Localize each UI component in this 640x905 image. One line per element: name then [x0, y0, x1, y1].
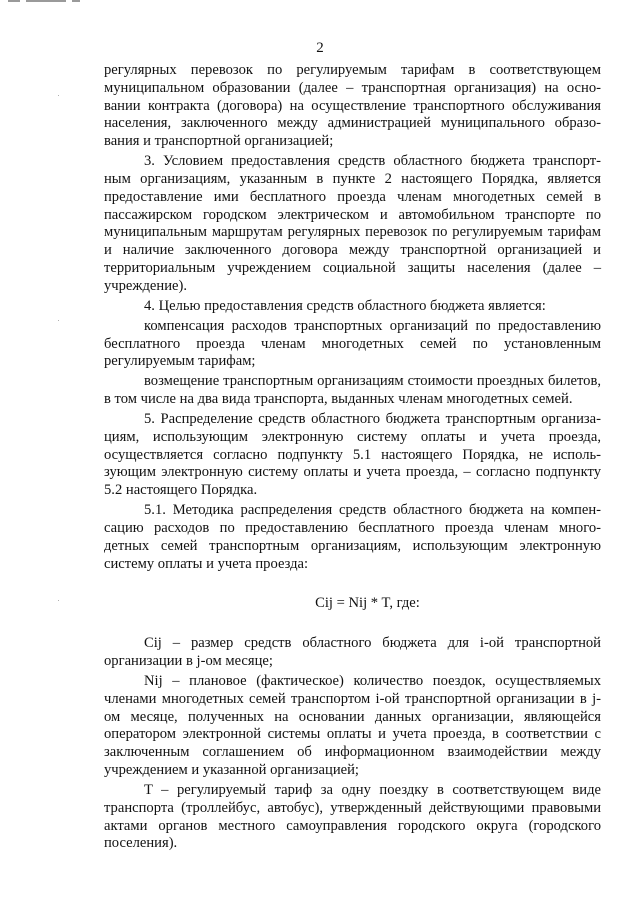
scan-speck — [58, 95, 59, 96]
definition-nij: Nij – плановое (фактическое) количество поездок, осуществляемых членами многодетных семей транспортом i-ой транспортной организации в j-ом месяце, полученных на основании данных организации, являющейся оператором электронной системы оплаты и учета проезда, в соответствии с заключенным соглашением об информационном взаимодействии между учреждением и указанной организацией; — [104, 673, 601, 778]
paragraph-4: 4. Целью предоставления средств областного бюджета является: — [144, 297, 546, 314]
page-number: 2 — [316, 40, 324, 56]
paragraph-4-item-reimbursement: возмещение транспортным организациям стоимости проездных билетов, в том числе на два вида транспорта, выданных членам многодетных семей. — [104, 373, 601, 408]
paragraph-continuation: регулярных перевозок по регулируемым тарифам в соответствующем муниципальном образовании (далее – транспортная организация) на осно- вании контракта (договора) на осуществление транспортного обслуживания населения, заключенного между администрацией муниципального образо- вания и транспортной организацией; — [104, 62, 601, 150]
paragraph-5-1: 5.1. Методика распределения средств областного бюджета на компен- сацию расходов по предоставлению бесплатного проезда членам много- детных семей транспортным организациям, использующим электронную систему оплаты и учета проезда: — [104, 502, 601, 572]
paragraph-3: 3. Условием предоставления средств областного бюджета транспорт- ным организациям, указанным в пункте 2 настоящего Порядка, является предоставление ими бесплатного проезда членам многодетных семей в пассажирском городском электрическом и автомобильном транспорте по муниципальным маршрутам регулярных перевозок по регулируемым тарифам и наличие заключенного договора между транспортной организацией и территориальным учреждением социальной защиты населения (далее – учреждение). — [104, 153, 601, 294]
scan-speck — [58, 320, 59, 321]
definition-cij: Cij – размер средств областного бюджета для i-ой транспортной организации в j-ом месяце; — [104, 635, 601, 670]
paragraph-5: 5. Распределение средств областного бюджета транспортным организа- циям, использующим электронную систему оплаты и учета проезда, осуществляется согласно подпункту 5.1 настоящего Порядка, не исполь- зующим электронную систему оплаты и учета проезда, – согласно подпункту 5.2 настоящего Порядка. — [104, 411, 601, 499]
scan-header-marks — [8, 0, 128, 6]
document-body — [104, 62, 601, 855]
formula: Cij = Nij * T, где: — [315, 595, 420, 612]
definition-t: T – регулируемый тариф за одну поездку в соответствующем виде транспорта (троллейбус, автобус), утвержденный действующими правовыми актами органов местного самоуправления городского округа (городского поселения). — [104, 781, 601, 852]
scan-speck — [58, 600, 59, 601]
paragraph-4-item-compensation: компенсация расходов транспортных организаций по предоставлению бесплатного проезда членам многодетных семей по установленным регулируемым тарифам; — [104, 317, 601, 370]
